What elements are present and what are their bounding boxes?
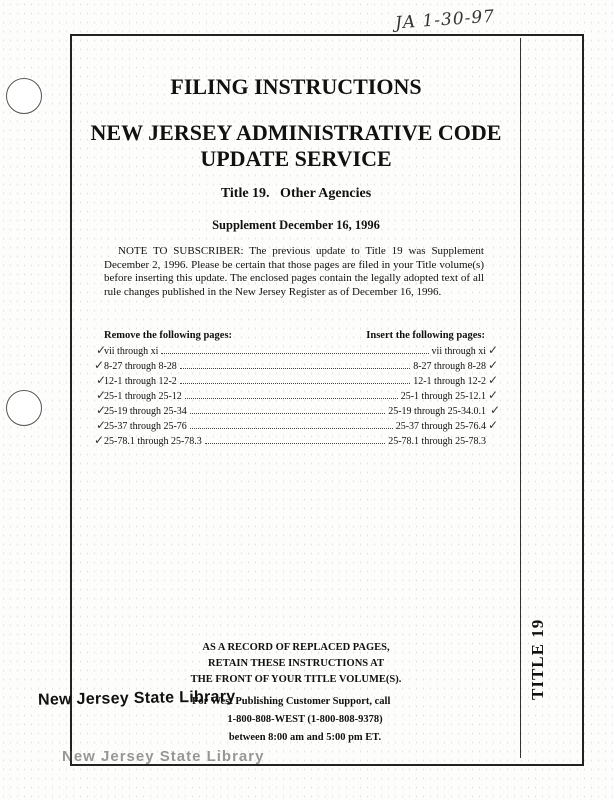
remove-pages: 25-37 through 25-76 <box>104 421 187 432</box>
dot-leader <box>190 404 385 414</box>
list-item <box>104 344 486 359</box>
customer-support-info <box>190 693 420 747</box>
dot-leader <box>161 344 428 354</box>
list-item <box>104 419 486 434</box>
retain-line: THE FRONT OF YOUR TITLE VOLUME(S). <box>190 674 402 685</box>
remove-pages: 8-27 through 8-28 <box>104 361 177 372</box>
dot-leader <box>180 359 410 369</box>
dot-leader <box>190 419 393 429</box>
checkmark-icon: ✓ <box>96 388 107 402</box>
checkmark-icon: ✓ <box>94 358 105 372</box>
subscriber-note <box>104 245 484 299</box>
library-stamp: New Jersey State Library <box>37 688 236 709</box>
remove-pages: 25-1 through 25-12 <box>104 391 182 402</box>
retain-line: RETAIN THESE INSTRUCTIONS AT <box>208 658 384 669</box>
checkmark-icon: ✓ <box>490 403 501 417</box>
checkmark-icon: ✓ <box>488 343 499 357</box>
code-title-line1: NEW JERSEY ADMINISTRATIVE CODE <box>90 120 502 145</box>
checkmark-icon: ✓ <box>96 343 107 357</box>
insert-pages: 25-37 through 25-76.4 <box>395 421 486 432</box>
dot-leader <box>180 374 410 384</box>
checkmark-icon: ✓ <box>96 403 107 417</box>
checkmark-icon: ✓ <box>488 373 499 387</box>
checkmark-icon: ✓ <box>96 373 107 387</box>
punch-hole-top <box>6 78 42 114</box>
insert-header: Insert the following pages: <box>366 330 485 341</box>
title-subheading: Title 19. Other Agencies <box>220 186 372 201</box>
retain-instructions <box>74 640 518 688</box>
checkmark-icon: ✓ <box>488 358 499 372</box>
remove-pages: vii through xi <box>104 346 159 357</box>
remove-header: Remove the following pages: <box>104 330 233 341</box>
faint-library-stamp: New Jersey State Library <box>62 748 265 765</box>
remove-pages: 25-78.1 through 25-78.3 <box>104 436 202 447</box>
list-item <box>104 404 486 419</box>
checkmark-icon: ✓ <box>488 418 499 432</box>
insert-pages: 8-27 through 8-28 <box>413 361 486 372</box>
support-hours: between 8:00 am and 5:00 pm ET. <box>228 732 382 743</box>
supplement-date: Supplement December 16, 1996 <box>212 218 380 232</box>
remove-pages: 25-19 through 25-34 <box>104 406 187 417</box>
page-replacement-list <box>104 344 486 449</box>
insert-pages: vii through xi <box>431 346 486 357</box>
code-title-line2: UPDATE SERVICE <box>200 146 392 171</box>
insert-pages: 12-1 through 12-2 <box>413 376 486 387</box>
list-item <box>104 389 486 404</box>
code-title-heading <box>74 120 518 172</box>
retain-line: AS A RECORD OF REPLACED PAGES, <box>202 642 390 653</box>
title-tab-label: TITLE 19 <box>528 618 547 700</box>
punch-hole-middle <box>6 390 42 426</box>
dot-leader <box>205 434 385 444</box>
dot-leader <box>185 389 398 399</box>
insert-pages: 25-78.1 through 25-78.3 <box>388 436 486 447</box>
insert-pages: 25-1 through 25-12.1 <box>400 391 486 402</box>
support-phone: 1-800-808-WEST (1-800-808-9378) <box>227 714 383 725</box>
remove-pages: 12-1 through 12-2 <box>104 376 177 387</box>
subscriber-note-text: NOTE TO SUBSCRIBER: The previous update to Title 19 was Supplement December 2, 1996. Please be certain that those pages are filed in your Title volume(s) before inserting this update. The enclosed pages contain the legally adopted text of all rule changes published in the New Jersey Register as of December 16, 1996. <box>104 245 484 298</box>
checkmark-icon: ✓ <box>94 433 105 447</box>
list-item <box>104 359 486 374</box>
support-line: For West Publishing Customer Support, call <box>192 696 391 707</box>
handwritten-initials-date: JA 1-30-97 <box>394 6 496 34</box>
filing-instructions-heading: FILING INSTRUCTIONS <box>170 74 422 99</box>
checkmark-icon: ✓ <box>488 388 499 402</box>
list-item <box>104 374 486 389</box>
list-item <box>104 434 486 449</box>
checkmark-icon: ✓ <box>96 418 107 432</box>
tab-divider <box>520 38 521 758</box>
insert-pages: 25-19 through 25-34.0.1 <box>388 406 486 417</box>
